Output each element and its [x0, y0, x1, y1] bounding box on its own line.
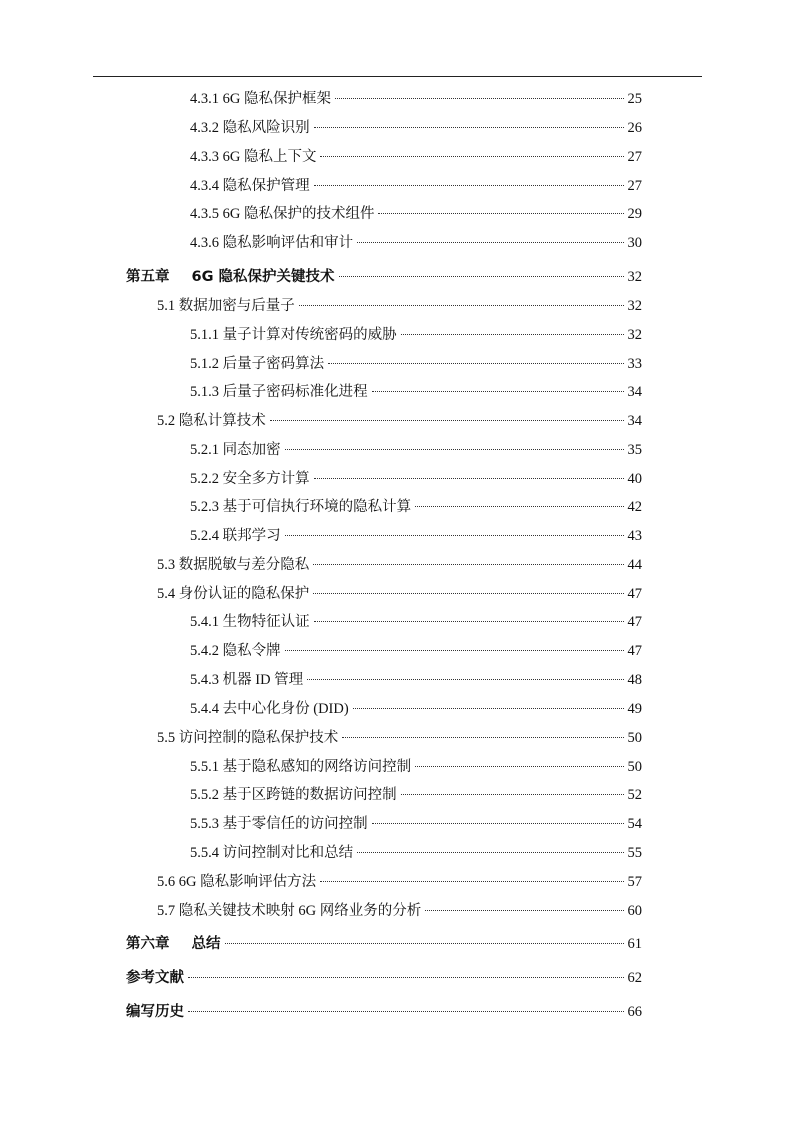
- toc-entry-text: 编写历史: [126, 1004, 184, 1020]
- toc-entry-label: [190, 496, 413, 518]
- toc-entry[interactable]: [190, 232, 642, 254]
- toc-entry-label: [190, 439, 283, 461]
- toc-page-number: 27: [627, 178, 642, 194]
- toc-entry[interactable]: [157, 583, 642, 605]
- chapter-number: 第五章: [126, 269, 170, 285]
- toc-entry[interactable]: [190, 756, 642, 778]
- toc-entry[interactable]: [157, 727, 642, 749]
- dot-leader: [378, 213, 623, 214]
- toc-page-number: 32: [627, 298, 642, 314]
- toc-entry-label: [157, 554, 311, 576]
- toc-entry-text: 5.2 隐私计算技术: [157, 413, 266, 429]
- dot-leader: [188, 1011, 624, 1012]
- toc-page-number: 62: [627, 970, 642, 986]
- dot-leader: [285, 535, 624, 536]
- dot-leader: [225, 943, 624, 944]
- toc-entry-text: 5.4.1 生物特征认证: [190, 614, 310, 630]
- toc-page-number: 57: [627, 874, 642, 890]
- toc-page-number: 50: [627, 730, 642, 746]
- toc-chapter-entry[interactable]: [126, 933, 642, 955]
- toc-page-number: 48: [627, 672, 642, 688]
- dot-leader: [372, 391, 624, 392]
- toc-entry-label: [126, 967, 186, 989]
- toc-entry-text: 5.1.3 后量子密码标准化进程: [190, 384, 368, 400]
- dot-leader: [425, 910, 623, 911]
- toc-entry-label: [157, 295, 297, 317]
- toc-entry-text: 5.5.2 基于区跨链的数据访问控制: [190, 787, 397, 803]
- toc-entry[interactable]: [190, 468, 642, 490]
- dot-leader: [270, 420, 624, 421]
- toc-entry-label: [157, 727, 340, 749]
- toc-entry-text: 5.6 6G 隐私影响评估方法: [157, 874, 317, 890]
- toc-entry-text: 4.3.6 隐私影响评估和审计: [190, 235, 354, 251]
- toc-entry[interactable]: [190, 439, 642, 461]
- toc-entry-label: [190, 381, 370, 403]
- toc-entry[interactable]: [157, 410, 642, 432]
- toc-entry-text: 4.3.5 6G 隐私保护的技术组件: [190, 206, 375, 222]
- toc-entry-label: [190, 640, 283, 662]
- toc-entry[interactable]: [157, 871, 642, 893]
- toc-entry-text: 5.2.2 安全多方计算: [190, 471, 310, 487]
- toc-chapter-entry[interactable]: [126, 1001, 642, 1023]
- toc-entry[interactable]: [190, 353, 642, 375]
- toc-chapter-entry[interactable]: [126, 967, 642, 989]
- toc-chapter-entry[interactable]: [126, 266, 642, 288]
- toc-entry[interactable]: [190, 324, 642, 346]
- toc-page-number: 61: [627, 936, 642, 952]
- toc-entry[interactable]: [157, 900, 642, 922]
- toc-entry[interactable]: [190, 611, 642, 633]
- toc-entry-label: [190, 669, 305, 691]
- toc-entry-label: [190, 232, 355, 254]
- dot-leader: [335, 98, 624, 99]
- toc-page-number: 60: [627, 903, 642, 919]
- toc-page-number: 47: [627, 586, 642, 602]
- toc-entry-label: [157, 871, 318, 893]
- toc-page-number: 54: [627, 816, 642, 832]
- toc-entry-text: 参考文献: [126, 970, 184, 986]
- toc-entry-label: [190, 146, 318, 168]
- toc-page-number: 44: [627, 557, 642, 573]
- toc-entry-text: 5.5 访问控制的隐私保护技术: [157, 730, 339, 746]
- toc-entry-text: 5.5.3 基于零信任的访问控制: [190, 816, 368, 832]
- toc-page-number: 42: [627, 499, 642, 515]
- dot-leader: [314, 127, 624, 128]
- toc-entry-text: 5.4.3 机器 ID 管理: [190, 672, 304, 688]
- toc-entry-text: 5.4.2 隐私令牌: [190, 643, 281, 659]
- dot-leader: [320, 881, 623, 882]
- toc-page-number: 25: [627, 91, 642, 107]
- toc-page-number: 47: [627, 643, 642, 659]
- toc-page-number: 34: [627, 413, 642, 429]
- header-rule: [93, 76, 702, 77]
- toc-page-number: 32: [627, 269, 642, 285]
- toc-entry-label: [126, 266, 337, 288]
- toc-entry[interactable]: [157, 295, 642, 317]
- toc-entry-text: 5.1.2 后量子密码算法: [190, 356, 325, 372]
- toc-entry[interactable]: [190, 381, 642, 403]
- toc-page-number: 52: [627, 787, 642, 803]
- toc-entry[interactable]: [190, 669, 642, 691]
- dot-leader: [307, 679, 623, 680]
- toc-page-number: 35: [627, 442, 642, 458]
- dot-leader: [415, 766, 623, 767]
- toc-entry-label: [190, 117, 312, 139]
- toc-entry-label: [157, 583, 311, 605]
- toc-entry-label: [157, 410, 268, 432]
- toc-entry-label: [126, 933, 223, 955]
- toc-entry[interactable]: [190, 813, 642, 835]
- toc-page-number: 55: [627, 845, 642, 861]
- toc-page-number: 33: [627, 356, 642, 372]
- toc-entry-text: 5.3 数据脱敏与差分隐私: [157, 557, 310, 573]
- toc-page-number: 30: [627, 235, 642, 251]
- dot-leader: [357, 242, 623, 243]
- dot-leader: [314, 478, 624, 479]
- toc-entry[interactable]: [190, 203, 642, 225]
- toc-page-number: 50: [627, 759, 642, 775]
- toc-entry-label: [126, 1001, 186, 1023]
- toc-entry-label: [190, 611, 312, 633]
- toc-entry[interactable]: [190, 698, 642, 720]
- dot-leader: [342, 737, 623, 738]
- toc-entry-label: [190, 353, 326, 375]
- toc-entry[interactable]: [190, 496, 642, 518]
- toc-entry[interactable]: [190, 640, 642, 662]
- dot-leader: [314, 185, 624, 186]
- toc-entry-label: [190, 88, 333, 110]
- dot-leader: [357, 852, 623, 853]
- toc-entry-label: [190, 842, 355, 864]
- toc-page-number: 40: [627, 471, 642, 487]
- dot-leader: [328, 363, 623, 364]
- toc-entry-text: 5.5.4 访问控制对比和总结: [190, 845, 354, 861]
- toc-entry-label: [190, 698, 351, 720]
- toc-entry[interactable]: [190, 525, 642, 547]
- toc-entry[interactable]: [157, 554, 642, 576]
- toc-page-number: 29: [627, 206, 642, 222]
- toc-page-number: 32: [627, 327, 642, 343]
- toc-entry-label: [190, 468, 312, 490]
- dot-leader: [401, 334, 624, 335]
- toc-entry-text: 5.7 隐私关键技术映射 6G 网络业务的分析: [157, 903, 422, 919]
- dot-leader: [285, 650, 624, 651]
- dot-leader: [285, 449, 624, 450]
- dot-leader: [353, 708, 624, 709]
- toc-entry-text: 5.1.1 量子计算对传统密码的威胁: [190, 327, 397, 343]
- dot-leader: [188, 977, 624, 978]
- dot-leader: [314, 621, 624, 622]
- toc-entry-label: [190, 756, 413, 778]
- toc-entry-label: [190, 203, 376, 225]
- toc-entry-text: 5.4 身份认证的隐私保护: [157, 586, 310, 602]
- chapter-number: 第六章: [126, 936, 170, 952]
- toc-entry-label: [190, 324, 399, 346]
- toc-entry-text: 5.2.3 基于可信执行环境的隐私计算: [190, 499, 412, 515]
- dot-leader: [401, 794, 624, 795]
- toc-page-number: 43: [627, 528, 642, 544]
- toc-entry[interactable]: [190, 175, 642, 197]
- toc-entry-label: [190, 175, 312, 197]
- toc-entry-text: 5.4.4 去中心化身份 (DID): [190, 701, 349, 717]
- dot-leader: [313, 564, 623, 565]
- toc-page-number: 27: [627, 149, 642, 165]
- dot-leader: [299, 305, 624, 306]
- toc-entry-label: [190, 784, 399, 806]
- toc-entry[interactable]: [190, 117, 642, 139]
- toc-entry-text: 4.3.4 隐私保护管理: [190, 178, 310, 194]
- dot-leader: [415, 506, 623, 507]
- toc-page-number: 26: [627, 120, 642, 136]
- dot-leader: [313, 593, 623, 594]
- toc-entry-label: [190, 525, 283, 547]
- toc-entry-text: 5.2.1 同态加密: [190, 442, 281, 458]
- toc-entry[interactable]: [190, 146, 642, 168]
- toc-page-number: 47: [627, 614, 642, 630]
- toc-entry-text: 6G 隐私保护关键技术: [191, 269, 335, 285]
- toc-entry-text: 4.3.2 隐私风险识别: [190, 120, 310, 136]
- toc-entry-label: [157, 900, 423, 922]
- toc-entry[interactable]: [190, 88, 642, 110]
- toc-entry-text: 4.3.1 6G 隐私保护框架: [190, 91, 331, 107]
- dot-leader: [320, 156, 623, 157]
- toc-page-number: 66: [627, 1004, 642, 1020]
- toc-entry-text: 5.1 数据加密与后量子: [157, 298, 295, 314]
- toc-page-number: 49: [627, 701, 642, 717]
- dot-leader: [339, 276, 624, 277]
- toc-entry-text: 5.5.1 基于隐私感知的网络访问控制: [190, 759, 412, 775]
- dot-leader: [372, 823, 624, 824]
- toc-page-number: 34: [627, 384, 642, 400]
- toc-entry-text: 4.3.3 6G 隐私上下文: [190, 149, 317, 165]
- toc-entry[interactable]: [190, 842, 642, 864]
- toc-entry[interactable]: [190, 784, 642, 806]
- toc-entry-label: [190, 813, 370, 835]
- toc-entry-text: 5.2.4 联邦学习: [190, 528, 281, 544]
- toc-entry-text: 总结: [191, 936, 221, 952]
